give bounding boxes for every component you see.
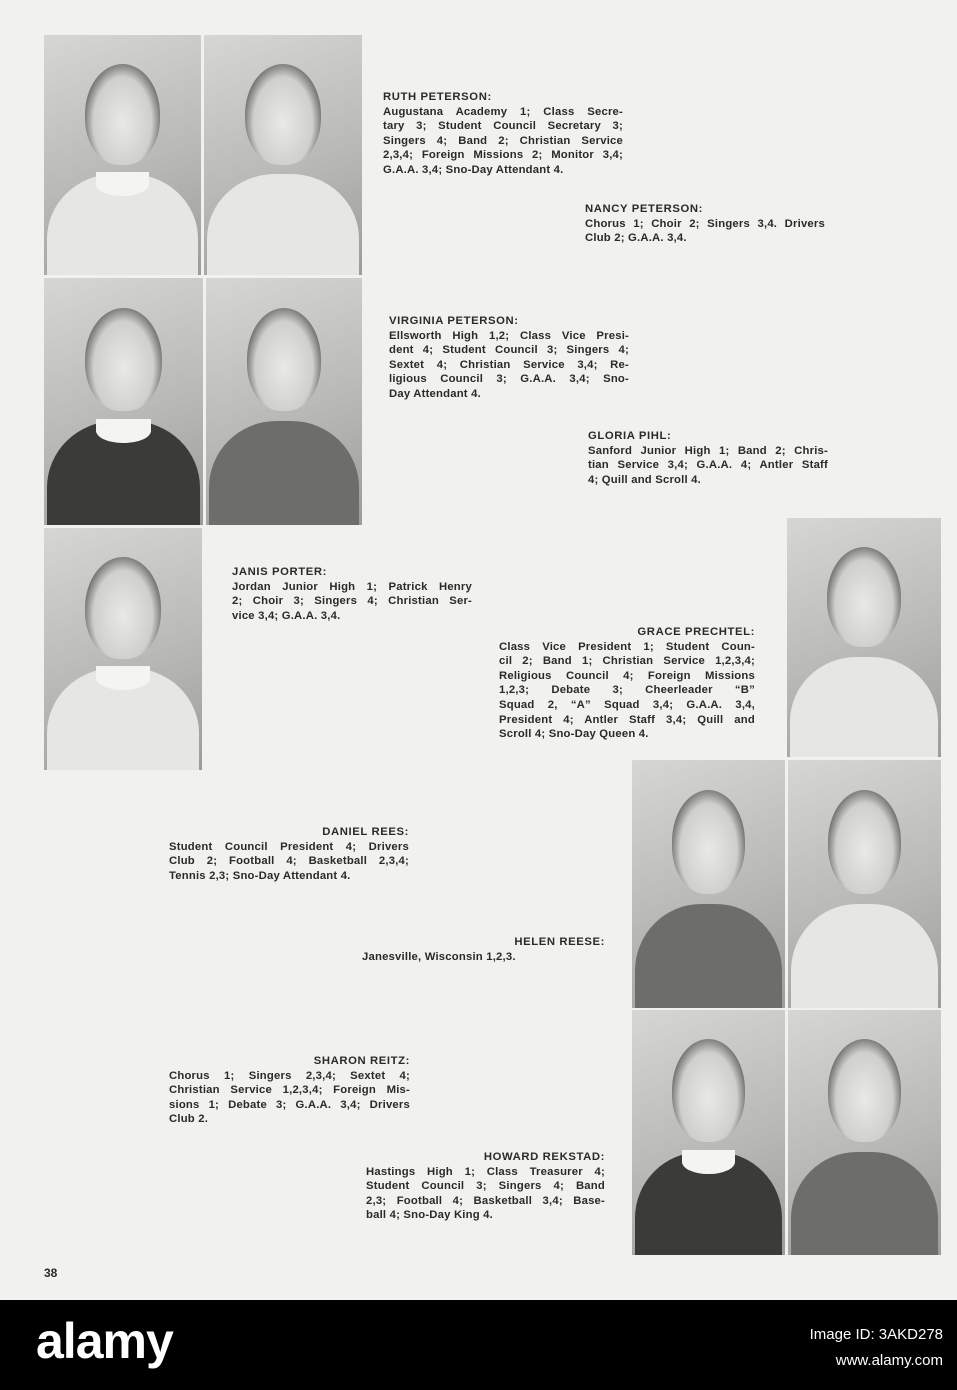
photo-daniel-rees bbox=[632, 760, 785, 1008]
bio-janis-porter bbox=[232, 565, 472, 623]
bio-line: Singers 4; Band 2; Christian Service bbox=[383, 134, 623, 147]
bio-line: ligious Council 3; G.A.A. 3,4; Sno- bbox=[389, 373, 629, 386]
bio-line: Christian Service 1,2,3,4; Foreign Mis- bbox=[169, 1084, 410, 1097]
photo-janis-porter bbox=[44, 528, 202, 770]
bio-line: Sanford Junior High 1; Band 2; Chris- bbox=[588, 444, 828, 457]
bio-line: G.A.A. 3,4; Sno-Day Attendant 4. bbox=[383, 163, 564, 176]
student-name: VIRGINIA PETERSON: bbox=[389, 315, 519, 327]
bio-grace-prechtel bbox=[499, 625, 755, 742]
bio-line: 2,3; Football 4; Basketball 3,4; Base- bbox=[366, 1194, 605, 1207]
bio-line: 4; Quill and Scroll 4. bbox=[588, 473, 702, 486]
bio-line: Chorus 1; Choir 2; Singers 3,4. Drivers bbox=[585, 217, 825, 230]
student-name: JANIS PORTER: bbox=[232, 566, 328, 578]
bio-line: 1,2,3; Debate 3; Cheerleader “B” bbox=[499, 684, 755, 697]
page-number: 38 bbox=[44, 1266, 58, 1280]
bio-line: dent 4; Student Council 3; Singers 4; bbox=[389, 344, 629, 357]
bio-line: Jordan Junior High 1; Patrick Henry bbox=[232, 580, 472, 593]
photo-grace-prechtel bbox=[787, 518, 941, 757]
bio-line: Student Council 3; Singers 4; Band bbox=[366, 1180, 605, 1193]
student-name: DANIEL REES: bbox=[322, 826, 409, 838]
bio-nancy-peterson bbox=[585, 202, 825, 246]
bio-line: Class Vice President 1; Student Coun- bbox=[499, 640, 755, 653]
bio-line: 2; Choir 3; Singers 4; Christian Ser- bbox=[232, 595, 472, 608]
bio-line: Chorus 1; Singers 2,3,4; Sextet 4; bbox=[169, 1069, 410, 1082]
photo-gloria-pihl bbox=[206, 278, 362, 525]
photo-howard-rekstad bbox=[788, 1010, 941, 1255]
bio-line: Student Council President 4; Drivers bbox=[169, 840, 409, 853]
bio-line: Sextet 4; Christian Service 3,4; Re- bbox=[389, 358, 629, 371]
student-name: HOWARD REKSTAD: bbox=[483, 1151, 605, 1163]
photo-sharon-reitz bbox=[632, 1010, 785, 1255]
photo-helen-reese bbox=[788, 760, 941, 1008]
bio-line: Club 2. bbox=[169, 1113, 209, 1126]
bio-ruth-peterson bbox=[383, 90, 623, 178]
bio-sharon-reitz bbox=[169, 1054, 410, 1127]
photo-ruth-peterson bbox=[44, 35, 201, 275]
alamy-logo: alamy bbox=[36, 1313, 173, 1369]
student-name: HELEN REESE: bbox=[514, 936, 605, 948]
bio-howard-rekstad bbox=[366, 1150, 605, 1223]
bio-line: tary 3; Student Council Secretary 3; bbox=[383, 120, 623, 133]
bio-line: Religious Council 4; Foreign Missions bbox=[499, 669, 755, 682]
bio-helen-reese bbox=[362, 935, 605, 964]
photo-virginia-peterson bbox=[44, 278, 203, 525]
student-name: RUTH PETERSON: bbox=[383, 91, 492, 103]
bio-virginia-peterson bbox=[389, 314, 629, 402]
site-url: www.alamy.com bbox=[835, 1352, 943, 1369]
bio-line: 2,3,4; Foreign Missions 2; Monitor 3,4; bbox=[383, 149, 623, 162]
bio-line: Scroll 4; Sno-Day Queen 4. bbox=[499, 728, 649, 741]
student-name: GLORIA PIHL: bbox=[588, 430, 672, 442]
stock-banner bbox=[0, 1300, 957, 1390]
bio-line: sions 1; Debate 3; G.A.A. 3,4; Drivers bbox=[169, 1098, 410, 1111]
bio-line: Augustana Academy 1; Class Secre- bbox=[383, 105, 623, 118]
bio-line: President 4; Antler Staff 3,4; Quill and bbox=[499, 713, 755, 726]
bio-line: Hastings High 1; Class Treasurer 4; bbox=[366, 1165, 605, 1178]
bio-daniel-rees bbox=[169, 825, 409, 883]
bio-line: Tennis 2,3; Sno-Day Attendant 4. bbox=[169, 869, 351, 882]
bio-line: Club 2; Football 4; Basketball 2,3,4; bbox=[169, 855, 409, 868]
bio-line: Janesville, Wisconsin 1,2,3. bbox=[362, 950, 516, 963]
student-name: SHARON REITZ: bbox=[313, 1055, 410, 1067]
student-name: NANCY PETERSON: bbox=[585, 203, 704, 215]
bio-line: Day Attendant 4. bbox=[389, 387, 481, 400]
bio-line: Club 2; G.A.A. 3,4. bbox=[585, 232, 687, 245]
bio-line: vice 3,4; G.A.A. 3,4. bbox=[232, 609, 341, 622]
student-name: GRACE PRECHTEL: bbox=[637, 626, 755, 638]
image-id: Image ID: 3AKD278 bbox=[809, 1326, 943, 1343]
bio-gloria-pihl bbox=[588, 429, 828, 487]
photo-nancy-peterson bbox=[204, 35, 362, 275]
bio-line: Ellsworth High 1,2; Class Vice Presi- bbox=[389, 329, 629, 342]
bio-line: Squad 2, “A” Squad 3,4; G.A.A. 3,4, bbox=[499, 698, 755, 711]
bio-line: cil 2; Band 1; Christian Service 1,2,3,4; bbox=[499, 655, 755, 668]
bio-line: ball 4; Sno-Day King 4. bbox=[366, 1209, 494, 1222]
bio-line: tian Service 3,4; G.A.A. 4; Antler Staff bbox=[588, 459, 828, 472]
